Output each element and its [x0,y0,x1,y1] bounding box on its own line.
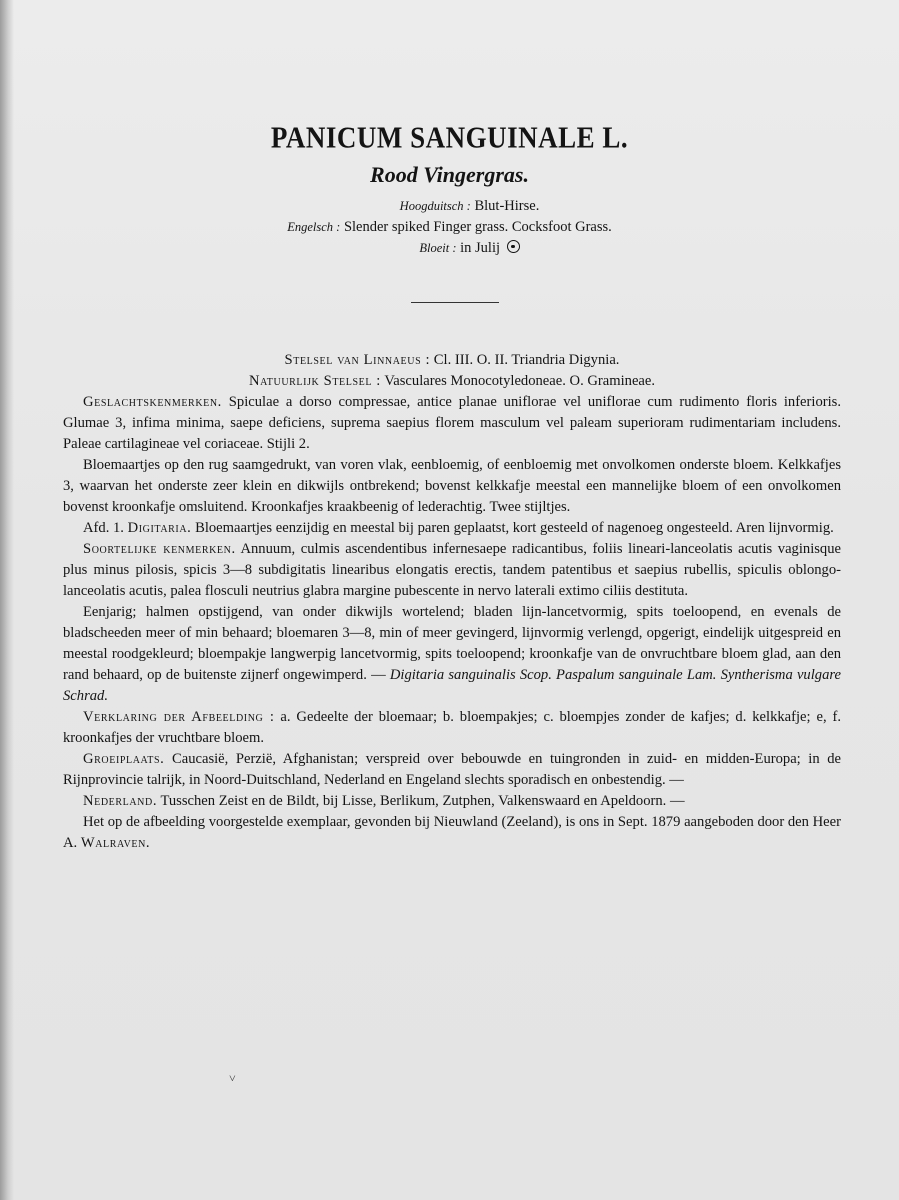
paragraph-text: Caucasië, Perzië, Afghanistan; verspreid over bebouwde en tuingronden in zuid- en midden-Europa; in de Rijnprovincie talrijk, in Noord-Duitschland, Nederland en Engeland slechts sporadisch en onbestendig. — [63,751,841,788]
page-subtitle: Rood Vingergras. [370,162,529,187]
natural-system-line [63,371,841,392]
paragraph-label-2: Digitaria. [127,520,192,536]
paragraph-label: Nederland. [83,793,158,809]
description-body [63,350,841,854]
habitat [63,749,841,791]
german-name-line [20,198,899,215]
linnaeus-system-label: Stelsel van Linnaeus : [284,352,431,368]
page-title: PANICUM SANGUINALE L. [270,119,629,155]
paragraph-text: Spiculae a dorso compressae, antice planae uniflorae vel uniflorae cum rudimento floris inferioris. Glumae 3, infima minima, saepe deficiens, suprema saepius florem masculum vel paleam superioram rudimentariam includens. Paleae cartilagineae vel coriaceae. Stijli 2. [63,394,841,452]
donor-name: Walraven. [80,835,151,851]
print-speck: ˅ [229,1071,236,1085]
paragraph-label: Afd. 1. [83,520,124,536]
paragraph-text: Tusschen Zeist en de Bildt, bij Lisse, Berlikum, Zutphen, Valkenswaard en Apeldoorn. — [160,793,685,809]
english-name: Slender spiked Finger grass. Cocksfoot Grass. [343,219,612,235]
figure-explanation [63,707,841,749]
paragraph-label: Verklaring der Afbeelding : [83,709,275,725]
linnaeus-system-line [63,350,841,371]
bloom-line [20,240,899,257]
linnaeus-system-value: Cl. III. O. II. Triandria Digynia. [433,352,620,368]
german-name: Blut-Hirse. [474,198,540,214]
paragraph-text: Eenjarig; halmen opstijgend, van onder dikwijls wortelend; bladen lijn-lancetvormig, spits toeloopend, en evenals de bladscheeden meer of min behaard; bloemaren 3—8, min of meer gevingerd, lijnvormig verlengd, opgerigt, eindelijk uitgespreid en meestal roodgekleurd; bloempakje langwerpig lancetvormig, spits toeloopend; kroonkafje van de onvruchtbare bloem glad, aan den rand behaard, op de buitenste zijnerf ongewimperd. — [63,604,841,683]
divider-rule [411,302,499,303]
netherlands-localities [63,791,841,812]
paragraph-text: Het op de afbeelding voorgestelde exemplaar, gevonden bij Nieuwland (Zeeland), is ons in Sept. 1879 aangeboden door den Heer A. [63,814,841,851]
natural-system-value: Vasculares Monocotyledoneae. O. Gramineae. [384,373,656,389]
division-digitaria [63,518,841,539]
species-characters-dutch [63,602,841,707]
genus-characters-latin [63,392,841,455]
paragraph-text: Annuum, culmis ascendentibus infernesaepe radicantibus, foliis lineari-lanceolatis acutis vaginisque plus minus pilosis, spicis 3—8 subdigitatis linearibus elongatis erectis, tandem patentibus et saepius rubellis, spiculis oblongo-lanceolatis acutis, palea flosculi neutrius glabra margine pubescente in nervo laterali extimo ciliis destituta. [63,541,842,599]
bloom-label: Bloeit : [419,241,457,255]
english-name-label: Engelsch : [287,220,341,234]
bloom-value: in Julij [460,240,501,256]
paragraph-text: Bloemaartjes op den rug saamgedrukt, van voren vlak, eenbloemig, of eenbloemig met onvolkomen onderste bloem. Kelkkafjes 3, waarvan het onderste zeer klein en dikwijls ontbrekend; bovenst kelkkafje meestal een mannelijke bloem of een onvolkomen bovenst kroonkafje omsluitend. Kroonkafjes kraakbeenig of lederachtig. Twee stijltjes. [63,457,841,515]
paragraph-label: Soortelijke kenmerken. [83,541,236,557]
genus-characters-dutch [63,455,841,518]
paragraph-text: a. Gedeelte der bloemaar; b. bloempakjes; c. bloempjes zonder de kafjes; d. kelkkafje; e, f. kroonkafjes der vruchtbare bloem. [63,709,841,746]
specimen-note [63,812,841,854]
german-name-label: Hoogduitsch : [399,199,471,213]
natural-system-label: Natuurlijk Stelsel : [248,373,381,389]
synonyms: Digitaria sanguinalis Scop. Paspalum sanguinale Lam. Syntherisma vulgare Schrad. [63,667,841,704]
circle-dot-icon [507,240,520,253]
paragraph-label: Groeiplaats. [83,751,165,767]
english-name-line [0,219,899,236]
species-characters-latin [63,539,841,602]
paragraph-text: Bloemaartjes eenzijdig en meestal bij paren geplaatst, kort gesteeld of nagenoeg ongesteeld. Aren lijnvormig. [195,520,834,536]
paragraph-label: Geslachtskenmerken. [83,394,222,410]
